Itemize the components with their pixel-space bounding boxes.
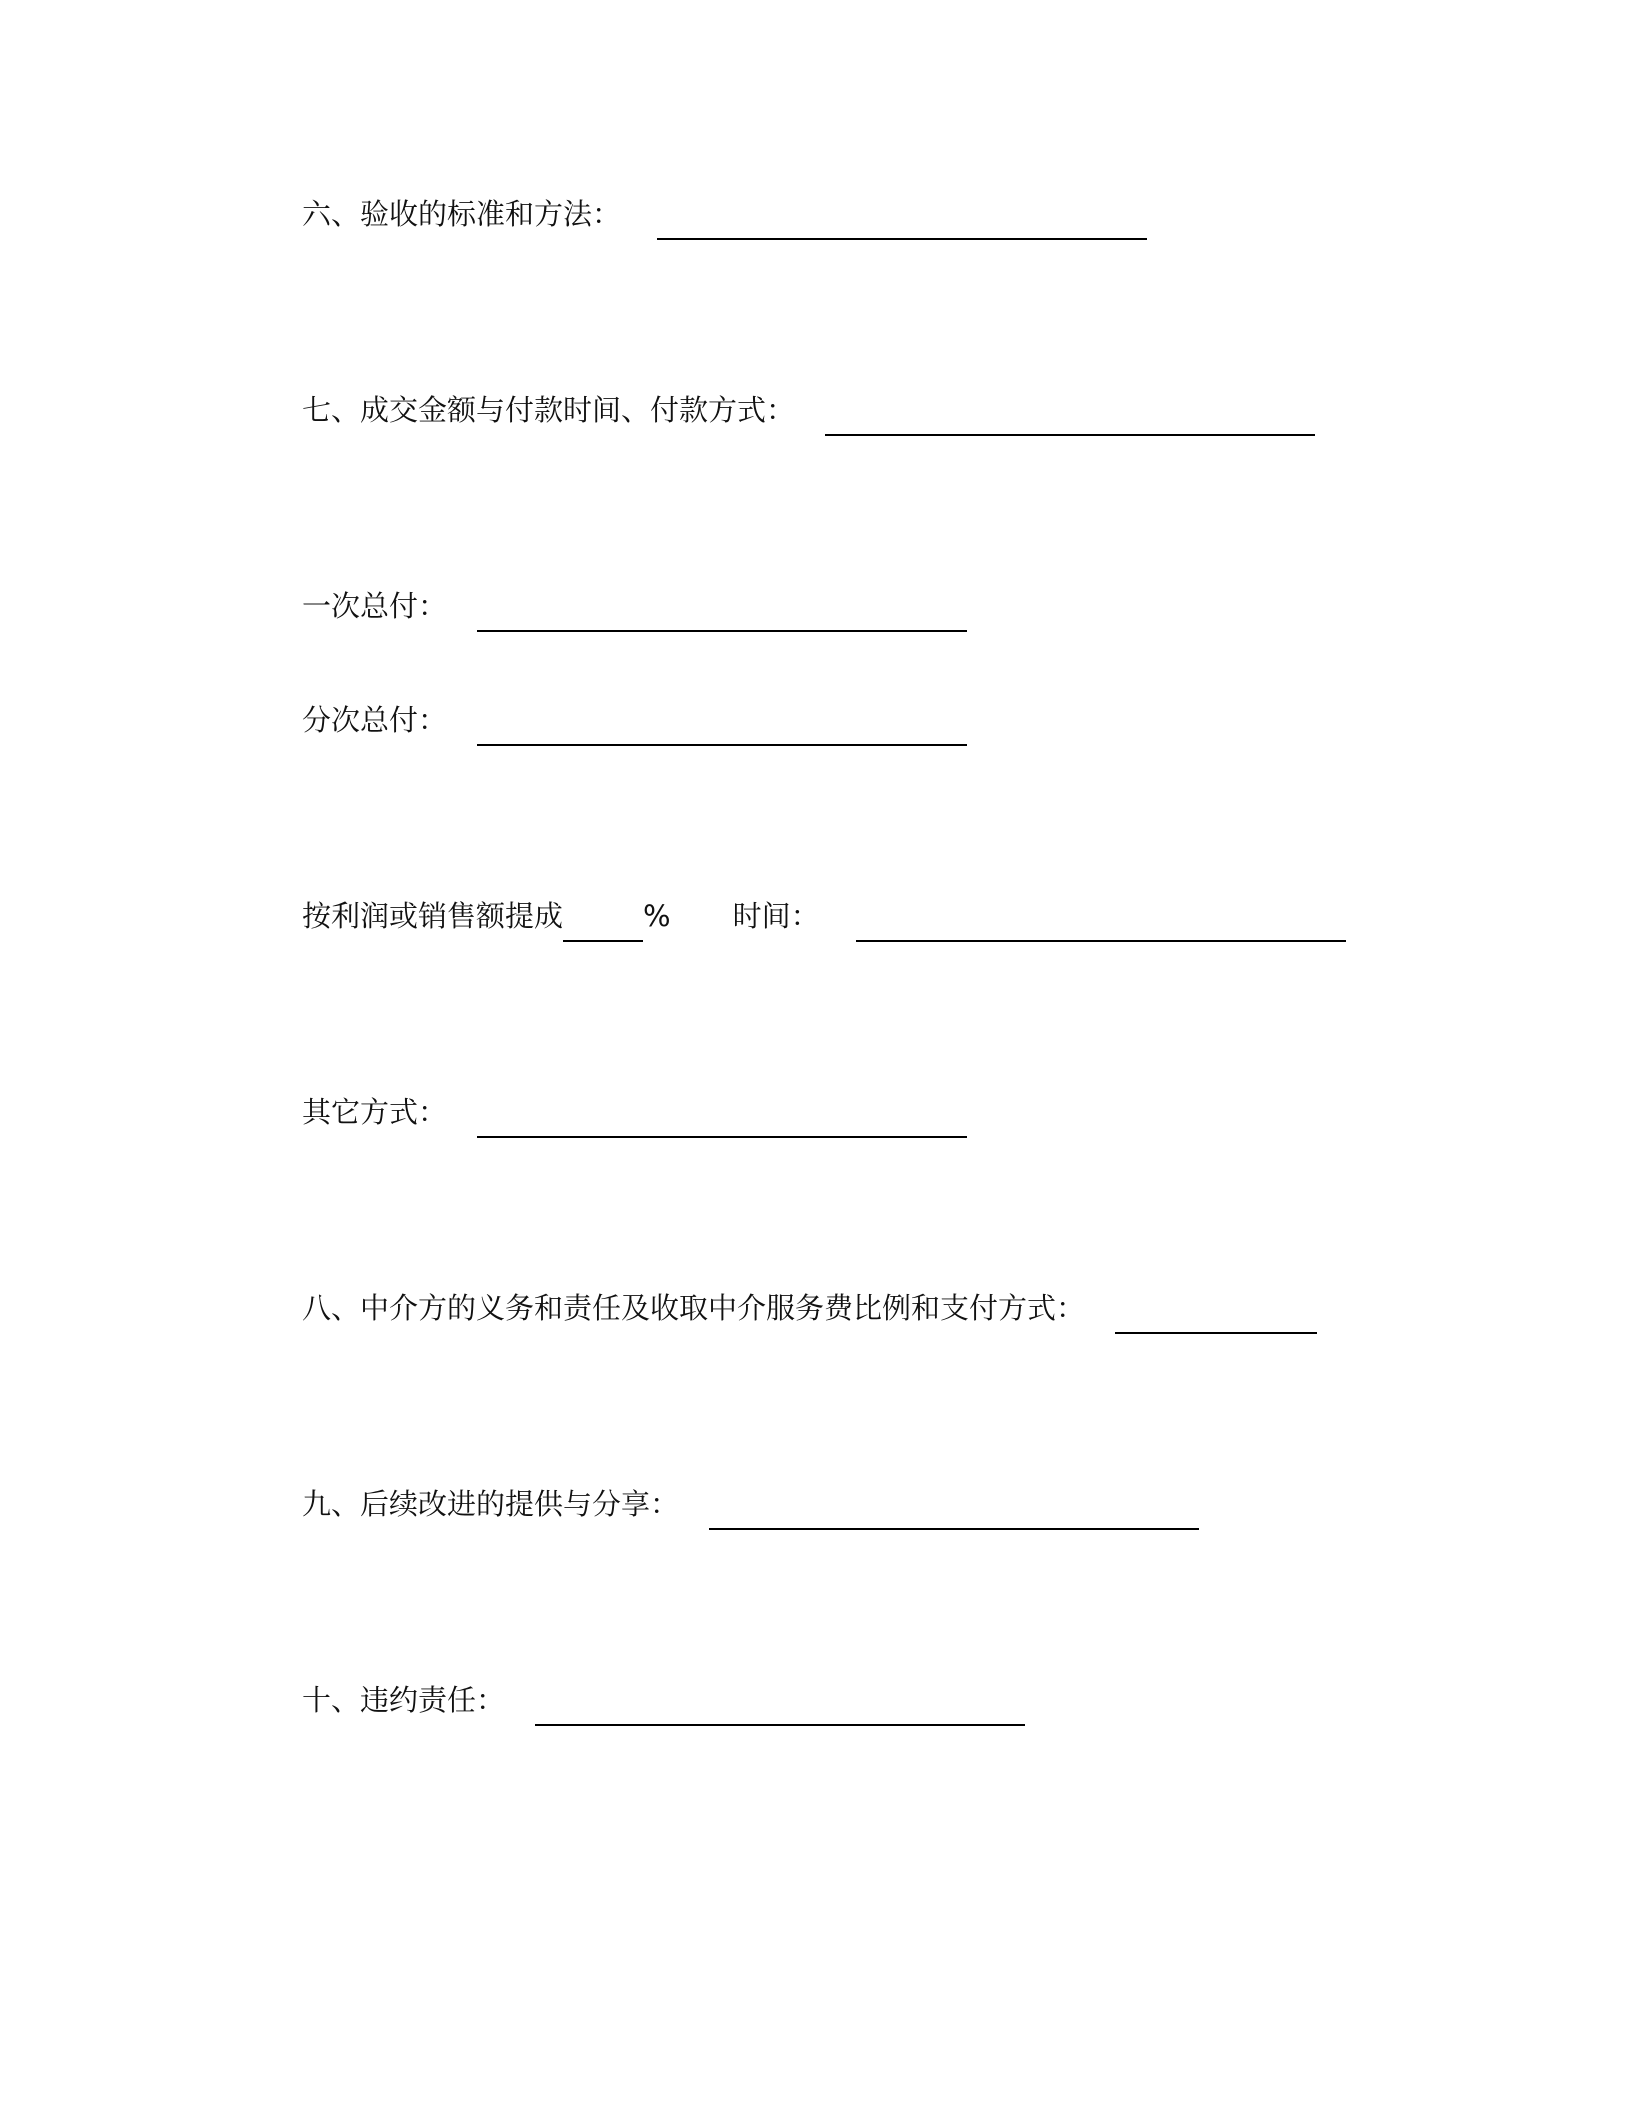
lump-sum-label: 一次总付： — [302, 589, 448, 623]
clause-commission — [302, 892, 1346, 936]
intermediary-label: 八、中介方的义务和责任及收取中介服务费比例和支付方式： — [302, 1291, 1086, 1325]
clause-other — [302, 1088, 967, 1132]
installments-blank[interactable] — [477, 706, 967, 746]
clause-lump-sum — [302, 582, 967, 626]
clause-improvements — [302, 1480, 1199, 1524]
commission-time-label: 时间： — [732, 899, 820, 933]
commission-label: 按利润或销售额提成 — [302, 899, 564, 933]
lump-sum-blank[interactable] — [477, 592, 967, 632]
installments-label: 分次总付： — [302, 703, 448, 737]
percent-sign: % — [643, 899, 671, 933]
commission-time-blank[interactable] — [856, 902, 1346, 942]
clause-intermediary — [302, 1284, 1317, 1328]
clause-payment — [302, 386, 1315, 430]
commission-percent-blank[interactable] — [563, 902, 643, 942]
clause-acceptance — [302, 190, 1147, 234]
other-blank[interactable] — [477, 1098, 967, 1138]
clause-installments — [302, 696, 967, 740]
acceptance-label: 六、验收的标准和方法： — [302, 197, 622, 231]
clause-liability — [302, 1676, 1025, 1720]
acceptance-blank[interactable] — [657, 200, 1147, 240]
other-label: 其它方式： — [302, 1095, 448, 1129]
improvements-label: 九、后续改进的提供与分享： — [302, 1487, 680, 1521]
liability-label: 十、违约责任： — [302, 1683, 506, 1717]
intermediary-blank[interactable] — [1115, 1294, 1317, 1334]
payment-label: 七、成交金额与付款时间、付款方式： — [302, 393, 796, 427]
payment-blank[interactable] — [825, 396, 1315, 436]
improvements-blank[interactable] — [709, 1490, 1199, 1530]
liability-blank[interactable] — [535, 1686, 1025, 1726]
